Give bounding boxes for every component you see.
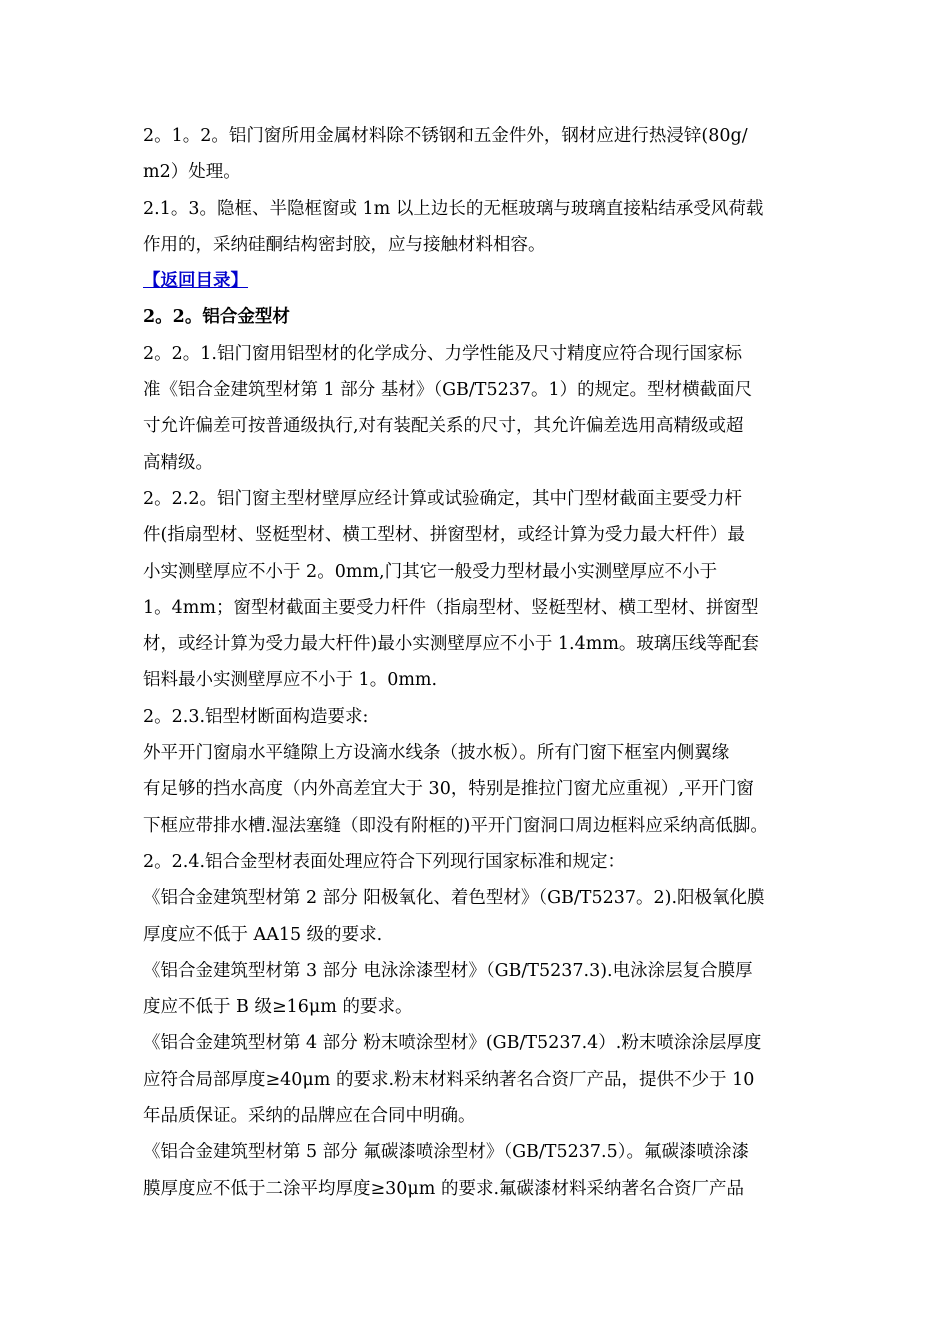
text-line: 小实测壁厚应不小于 2。0mm,门其它一般受力型材最小实测壁厚应不小于	[143, 561, 718, 582]
text-line: m2）处理。	[143, 162, 241, 183]
text-line: 高精级。	[143, 452, 213, 473]
text-line: 下框应带排水槽.湿法塞缝（即没有附框的)平开门窗洞口周边框料应采纳高低脚。	[143, 815, 768, 836]
text-line: 件(指扇型材、竖梃型材、横工型材、拼窗型材，或经计算为受力最大杆件）最	[143, 525, 745, 546]
text-line: 2。2.4.铝合金型材表面处理应符合下列现行国家标准和规定：	[143, 851, 626, 872]
text-line: 《铝合金建筑型材第 4 部分 粉末喷涂型材》(GB/T5237.4）.粉末喷涂涂层厚度	[143, 1033, 762, 1054]
text-line: 《铝合金建筑型材第 5 部分 氟碳漆喷涂型材》（GB/T5237.5）。氟碳漆喷涂漆	[143, 1142, 749, 1163]
section-heading: 2。2。铝合金型材	[143, 307, 290, 328]
text-line: 有足够的挡水高度（内外高差宜大于 30，特别是推拉门窗尤应重视）,平开门窗	[143, 779, 754, 800]
text-line: 《铝合金建筑型材第 2 部分 阳极氧化、着色型材》（GB/T5237。2).阳极氧化膜	[143, 888, 765, 909]
text-line: 作用的，采纳硅酮结构密封胶，应与接触材料相容。	[143, 234, 546, 255]
text-line: 《铝合金建筑型材第 3 部分 电泳涂漆型材》（GB/T5237.3).电泳涂层复合膜厚	[143, 960, 753, 981]
text-line: 2.1。3。隐框、半隐框窗或 1m 以上边长的无框玻璃与玻璃直接粘结承受风荷载	[143, 198, 764, 219]
text-line: 厚度应不低于 AA15 级的要求.	[143, 924, 383, 945]
section-body	[143, 336, 811, 1207]
text-line: 准《铝合金建筑型材第 1 部分 基材》（GB/T5237。1）的规定。型材横截面尺	[143, 380, 753, 401]
text-line: 年品质保证。采纳的品牌应在合同中明确。	[143, 1106, 476, 1127]
text-line: 外平开门窗扇水平缝隙上方设滴水线条（披水板）。所有门窗下框室内侧翼缘	[143, 743, 730, 764]
text-line: 2。2。1.铝门窗用铝型材的化学成分、力学性能及尺寸精度应符合现行国家标	[143, 343, 742, 364]
text-line: 材，或经计算为受力最大杆件)最小实测壁厚应不小于 1.4mm。玻璃压线等配套	[143, 634, 759, 655]
text-line: 1。4mm；窗型材截面主要受力杆件（指扇型材、竖梃型材、横工型材、拼窗型	[143, 597, 759, 618]
text-line: 度应不低于 B 级≥16μm 的要求。	[143, 997, 413, 1018]
text-line: 膜厚度应不低于二涂平均厚度≥30μm 的要求.氟碳漆材料采纳著名合资厂产品	[143, 1178, 745, 1199]
text-line: 铝料最小实测壁厚应不小于 1。0mm.	[143, 670, 438, 691]
text-line: 2。2.3.铝型材断面构造要求:	[143, 706, 369, 727]
text-line: 应符合局部厚度≥40μm 的要求.粉末材料采纳著名合资厂产品，提供不少于 10	[143, 1069, 755, 1090]
text-line: 寸允许偏差可按普通级执行,对有装配关系的尺寸，其允许偏差选用高精级或超	[143, 416, 744, 437]
text-line: 2。1。2。铝门窗所用金属材料除不锈钢和五金件外，钢材应进行热浸锌(80g/	[143, 126, 748, 146]
back-to-toc-link[interactable]: 【返回目录】	[143, 271, 248, 292]
document-page	[143, 118, 811, 1207]
text-line: 2。2.2。铝门窗主型材壁厚应经计算或试验确定，其中门型材截面主要受力杆	[143, 488, 742, 509]
